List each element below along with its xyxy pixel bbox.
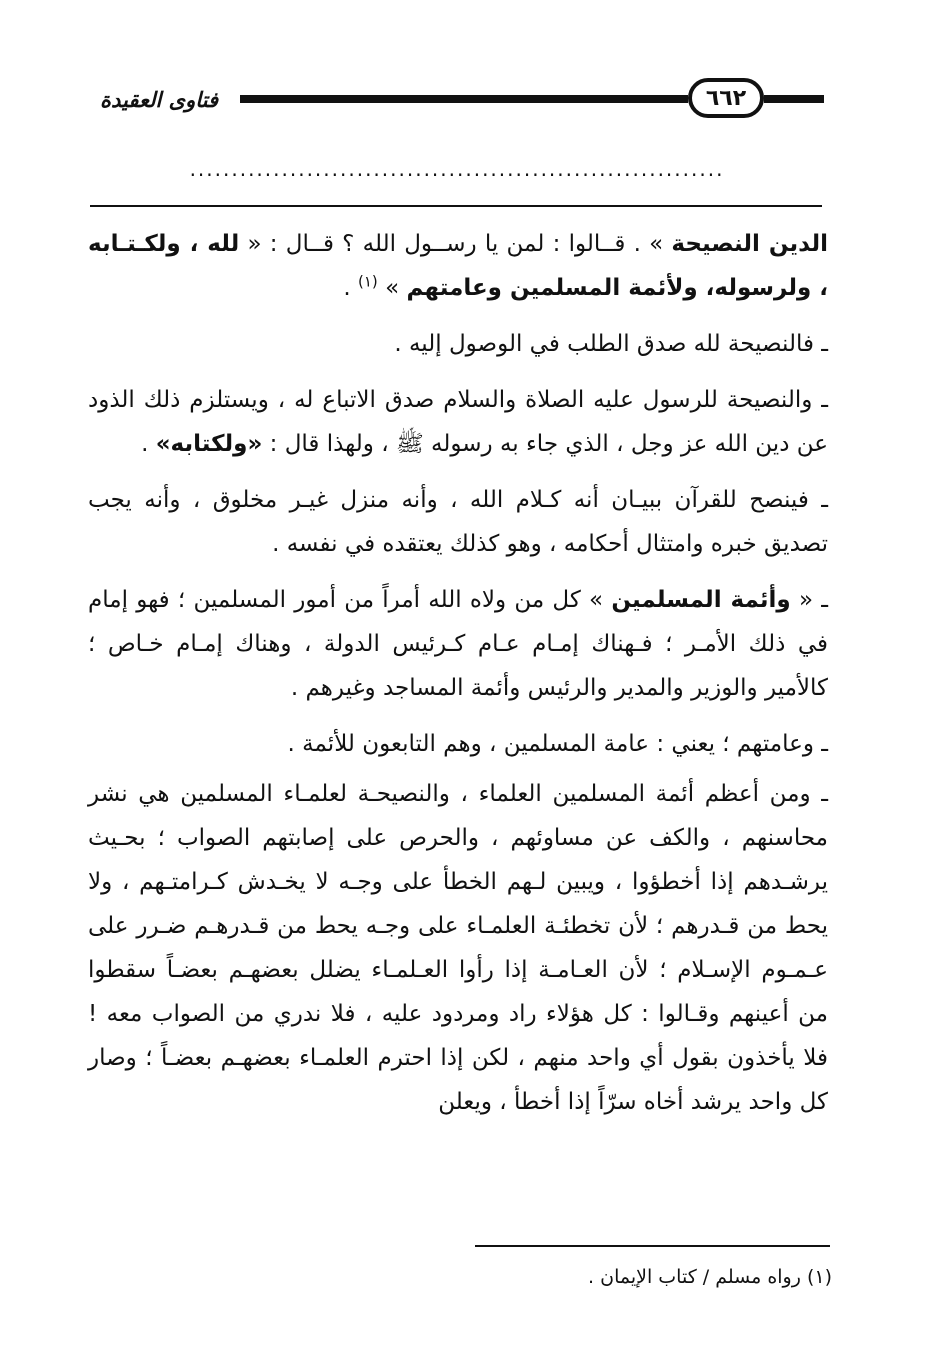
paragraph-messenger: [88, 378, 828, 466]
page-number: ٦٦٢: [688, 78, 764, 118]
dotted-separator: ................................................................: [189, 157, 725, 181]
paragraph-quran: ـ فينصح للقرآن ببيـان أنه كـلام الله ، وأنه منزل غيـر مخلوق ، وأنه يجب تصديق خبره وامتثال أحكامه ، وهو كذلك يعتقده في نفسه .: [88, 487, 828, 557]
footnote-marker: (١): [357, 272, 378, 291]
paragraph-imams: [88, 578, 828, 710]
paragraph-scholars: ـ ومن أعظم أئمة المسلمين العلماء ، والنصيحـة لعلمـاء المسلمين هي نشر محاسنهم ، والكف عن مساوئهم ، والحرص على إصابتهم الصواب ؛ بحـيث يرشـدهم إذا أخطؤوا ، ويبين لـهم الخطأ على وجـه لا يخـدش كـرامتـهم ، ولا يحط من قـدرهم ؛ لأن تخطئـة العلمـاء على وجـه يحط من قـدرهـم ضـرر على عـمـوم الإسـلام ؛ لأن العـامـة إذا رأوا العـلمـاء يضلل بعضهـم بعضـاً سقطوا من أعينهم وقـالوا : كل هؤلاء راد ومردود عليه ، فلا ندري من الصواب معه ! فلا يأخذون بقول أي واحد منهم ، لكن إذا احترم العلمـاء بعضهـم بعضـاً ؛ وصار كل واحد يرشد أخاه سرّاً إذا أخطأ ، ويعلن: [88, 781, 828, 1115]
text-run: »: [377, 275, 407, 301]
header-rule-left: [240, 95, 688, 103]
footnote-rule: [475, 1245, 830, 1247]
bold-phrase: «ولكتابه»: [155, 431, 263, 457]
text-run: .: [141, 431, 156, 457]
paragraph-hadith: [88, 222, 828, 310]
bold-phrase: الدين النصيحة: [671, 231, 828, 257]
bold-phrase: وأئمة المسلمين: [611, 587, 791, 613]
body-text: [88, 222, 828, 1136]
text-run: .: [343, 275, 358, 301]
text-run: ـ والنصيحة للرسول عليه الصلاة والسلام صدق الاتباع له ، ويستلزم ذلك الذود عن دين الله عز وجل ، الذي جاء به رسوله ﷺ ، ولهذا قال :: [88, 387, 828, 457]
text-run: » كل من ولاه الله أمراً من أمور المسلمين ؛ فهو إمام في ذلك الأمـر ؛ فـهناك إمـام عـام كـرئيس الدولة ، وهناك إمـام خـاص ؛ كالأمير والوزير والمدير والرئيس وأئمة المساجد وغيرهم .: [88, 587, 828, 701]
text-run: ـ «: [790, 587, 828, 613]
paragraph-allah: ـ فالنصيحة لله صدق الطلب في الوصول إليه .: [394, 331, 828, 357]
book-title: فتاوى العقيدة: [99, 88, 218, 112]
footnote: (١) رواه مسلم / كتاب الإيمان .: [588, 1266, 832, 1288]
text-run: » . قــالوا : لمن يا رســول الله ؟ قــال : «: [239, 231, 672, 257]
paragraph-public: ـ وعامتهم ؛ يعني : عامة المسلمين ، وهم التابعون للأئمة .: [287, 731, 828, 757]
header-rule-right: [764, 95, 824, 103]
top-rule: [90, 205, 822, 207]
bold-phrase: لله ، ولكـتـابه ، ولرسوله، ولأئمة المسلمين وعامتهم: [88, 231, 828, 301]
